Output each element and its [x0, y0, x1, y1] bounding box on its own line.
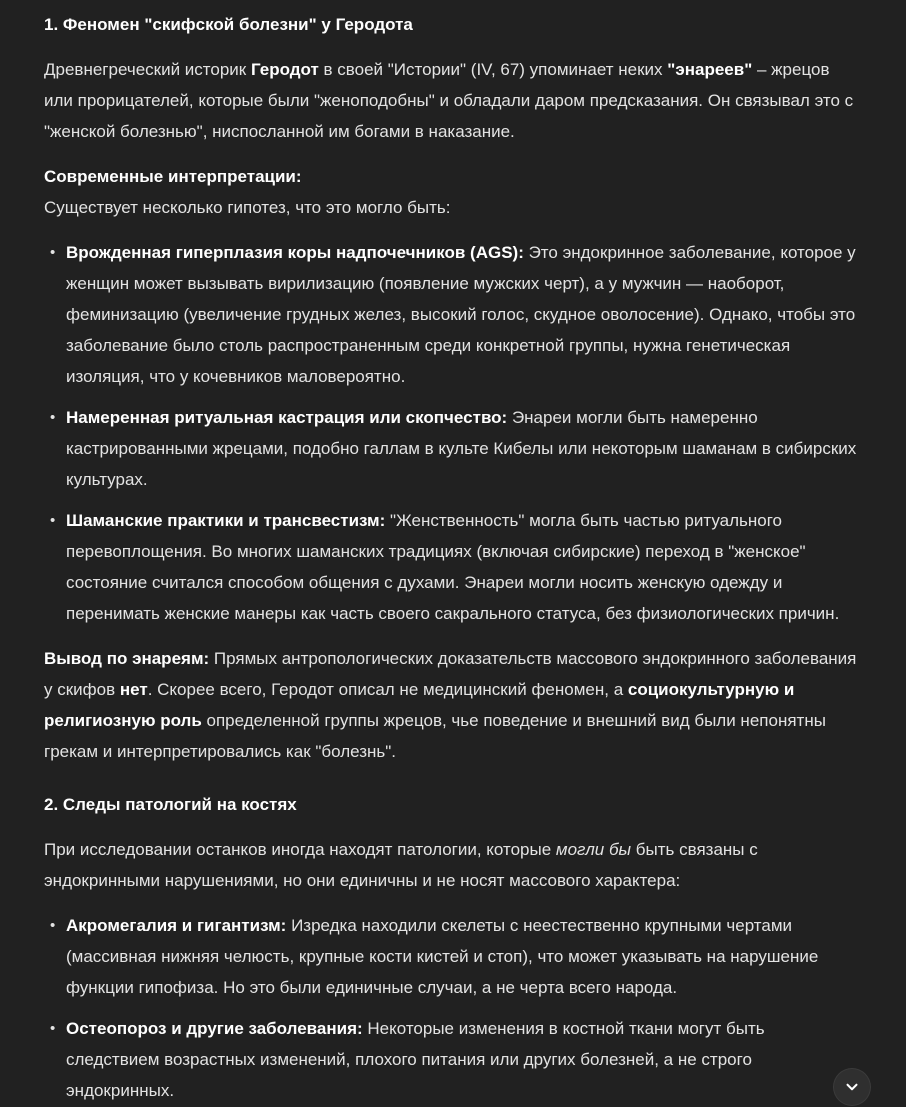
bold-text: Врожденная гиперплазия коры надпочечников (AGS):: [66, 243, 524, 262]
list-item: [66, 910, 862, 1003]
bullet-list: [44, 910, 862, 1106]
list-item: [66, 402, 862, 495]
text: "Женственность" могла быть частью ритуального перевоплощения. Во многих шаманских традициях (включая сибирские) переход в "женское" состояние считался способом общения с духами. Энареи могли носить женскую одежду и перенимать женские манеры как часть своего сакрального статуса, без физиологических причин.: [66, 511, 840, 623]
bold-text: Вывод по энареям:: [44, 649, 210, 668]
text: – жрецов или прорицателей, которые были "женоподобны" и обладали даром предсказания. Он связывал это с "женской болезнью", ниспосланной им богами в наказание.: [44, 60, 854, 141]
text: быть связаны с эндокринными нарушениями, но они единичны и не носят массового характера:: [44, 840, 758, 890]
section-heading: [44, 789, 862, 820]
bold-text: Современные интерпретации:: [44, 167, 302, 186]
text: Энареи могли быть намеренно кастрированными жрецами, подобно галлам в культе Кибелы или некоторым шаманам в сибирских культурах.: [66, 408, 857, 489]
text: Существует несколько гипотез, что это могло быть:: [44, 198, 451, 217]
bold-text: "энареев": [667, 60, 753, 79]
text: Изредка находили скелеты с неестественно крупными чертами (массивная нижняя челюсть, крупные кости кистей и стоп), что может указывать на нарушение функции гипофиза. Но это были единичные случаи, а не черта всего народа.: [66, 916, 819, 997]
list-item: [66, 1013, 862, 1106]
bold-text: Акромегалия и гигантизм:: [66, 916, 287, 935]
text: определенной группы жрецов, чье поведение и внешний вид были непонятны грекам и интерпретировались как "болезнь".: [44, 711, 826, 761]
bullet-list: [44, 237, 862, 629]
text: . Скорее всего, Геродот описал не медицинский феномен, а: [147, 680, 628, 699]
text: Древнегреческий историк: [44, 60, 251, 79]
paragraph: [44, 643, 862, 767]
list-item: [66, 237, 862, 392]
text: 2. Следы патологий на костях: [44, 795, 297, 814]
chevron-down-icon: [843, 1078, 861, 1096]
text: При исследовании останков иногда находят патологии, которые: [44, 840, 556, 859]
text: Это эндокринное заболевание, которое у женщин может вызывать вирилизацию (появление мужских черт), а у мужчин — наоборот, феминизацию (увеличение грудных желез, высокий голос, скудное оволосение). Однако, чтобы это заболевание было столь распространенным среди конкретной группы, нужна генетическая изоляция, что у кочевников маловероятно.: [66, 243, 856, 386]
bold-text: нет: [119, 680, 148, 699]
bold-text: Геродот: [250, 60, 319, 79]
text: 1. Феномен "скифской болезни" у Геродота: [44, 15, 413, 34]
text: в своей "Истории" (IV, 67) упоминает неких: [318, 60, 668, 79]
paragraph: [44, 834, 862, 896]
paragraph: [44, 161, 862, 223]
paragraph: [44, 54, 862, 147]
bold-text: Шаманские практики и трансвестизм:: [66, 511, 386, 530]
message-content: [0, 9, 906, 1106]
bold-text: Остеопороз и другие заболевания:: [66, 1019, 363, 1038]
text: Некоторые изменения в костной ткани могут быть следствием возрастных изменений, плохого питания или других болезней, а не строго эндокринных.: [66, 1019, 765, 1100]
section-heading: [44, 9, 862, 40]
bold-text: социокультурную и религиозную роль: [44, 680, 795, 730]
italic-text: могли бы: [555, 840, 632, 859]
list-item: [66, 505, 862, 629]
bold-text: Намеренная ритуальная кастрация или скопчество:: [66, 408, 508, 427]
text: Прямых антропологических доказательств массового эндокринного заболевания у скифов: [44, 649, 857, 699]
scroll-to-bottom-button[interactable]: [833, 1068, 871, 1106]
